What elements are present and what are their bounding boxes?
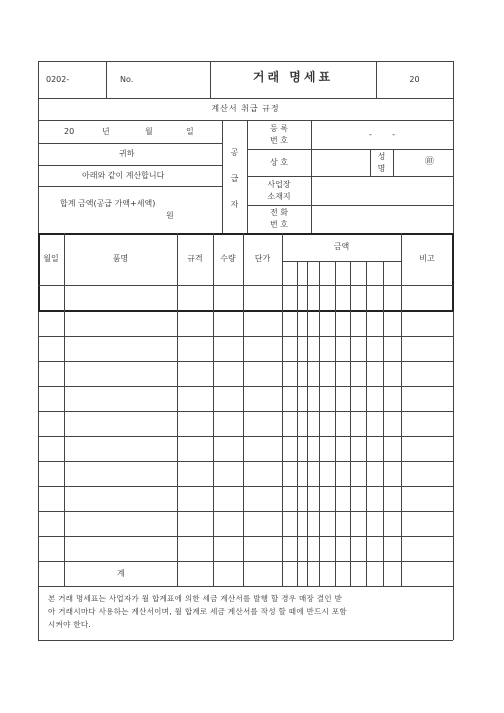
number-label: No.	[120, 75, 134, 84]
phone-label-1: 전 화	[270, 208, 288, 217]
col-spec: 규격	[187, 254, 203, 263]
date-day: 일	[186, 127, 194, 136]
seal-icon: ㊞	[425, 157, 435, 167]
supplier-label-3: 자	[230, 200, 239, 209]
table-row	[38, 511, 453, 512]
table-row	[38, 336, 453, 337]
frame-right	[453, 61, 454, 640]
rule-title: 계산서 취급 규정	[211, 104, 280, 113]
total-row-label: 계	[117, 569, 125, 578]
table-row	[38, 461, 453, 462]
reg-number-value: - -	[368, 130, 396, 139]
col-item-name: 품명	[112, 254, 129, 263]
supplier-label-1: 공	[230, 148, 239, 157]
frame-top	[38, 61, 453, 62]
table-left-border	[38, 233, 40, 311]
date-month: 월	[145, 127, 153, 136]
date-year: 년	[102, 127, 110, 136]
table-row	[38, 486, 453, 487]
calc-line: 아래와 같이 계산합니다	[82, 171, 165, 180]
won-label: 원	[166, 211, 174, 220]
table-row	[38, 386, 453, 387]
phone-label-2: 번 호	[270, 220, 288, 229]
company-name-label: 상 호	[270, 158, 288, 167]
footer-note-line-2: 아 거래시마다 사용하는 계산서이며, 월 합계로 세금 계산서를 작성 할 때에 반드시 포함	[48, 607, 347, 616]
col-unit-price: 단가	[254, 254, 271, 263]
col-month-day: 월일	[43, 254, 59, 263]
table-row	[38, 561, 453, 562]
table-separator	[38, 310, 453, 312]
supplier-label-2: 급	[230, 174, 239, 183]
address-label-2: 소재지	[267, 192, 291, 201]
col-qty: 수량	[220, 254, 236, 263]
footer-note-line-3: 시켜야 한다.	[48, 620, 92, 629]
year-prefix: 20	[409, 75, 420, 84]
frame-bottom	[38, 640, 453, 641]
date-year-prefix: 20	[64, 127, 75, 136]
reg-number-label-2: 번 호	[270, 136, 288, 145]
rep-name-label-1: 성	[377, 152, 386, 161]
table-right-border	[452, 233, 454, 311]
col-amount: 금액	[333, 242, 350, 251]
table-top-border	[38, 233, 453, 235]
recipient-label: 귀하	[119, 149, 135, 158]
col-note: 비고	[419, 254, 435, 263]
table-row	[38, 411, 453, 412]
address-label-1: 사업장	[267, 180, 291, 189]
frame-left	[38, 61, 39, 640]
footer-note-line-1: 본 거래 명세표는 사업자가 월 합계표에 의한 세금 계산서를 발행 할 경우 매장 결인 받	[48, 594, 343, 603]
table-row	[38, 436, 453, 437]
page-title: 거래 명세표	[252, 70, 334, 84]
rep-name-label-2: 명	[377, 164, 386, 173]
table-row	[38, 586, 453, 587]
table-row	[38, 361, 453, 362]
table-row	[38, 536, 453, 537]
reg-number-label-1: 등 록	[270, 124, 288, 133]
form-code: 0202-	[46, 75, 70, 84]
total-amount-label: 합계 금액(공급 가액+세액)	[60, 199, 156, 208]
